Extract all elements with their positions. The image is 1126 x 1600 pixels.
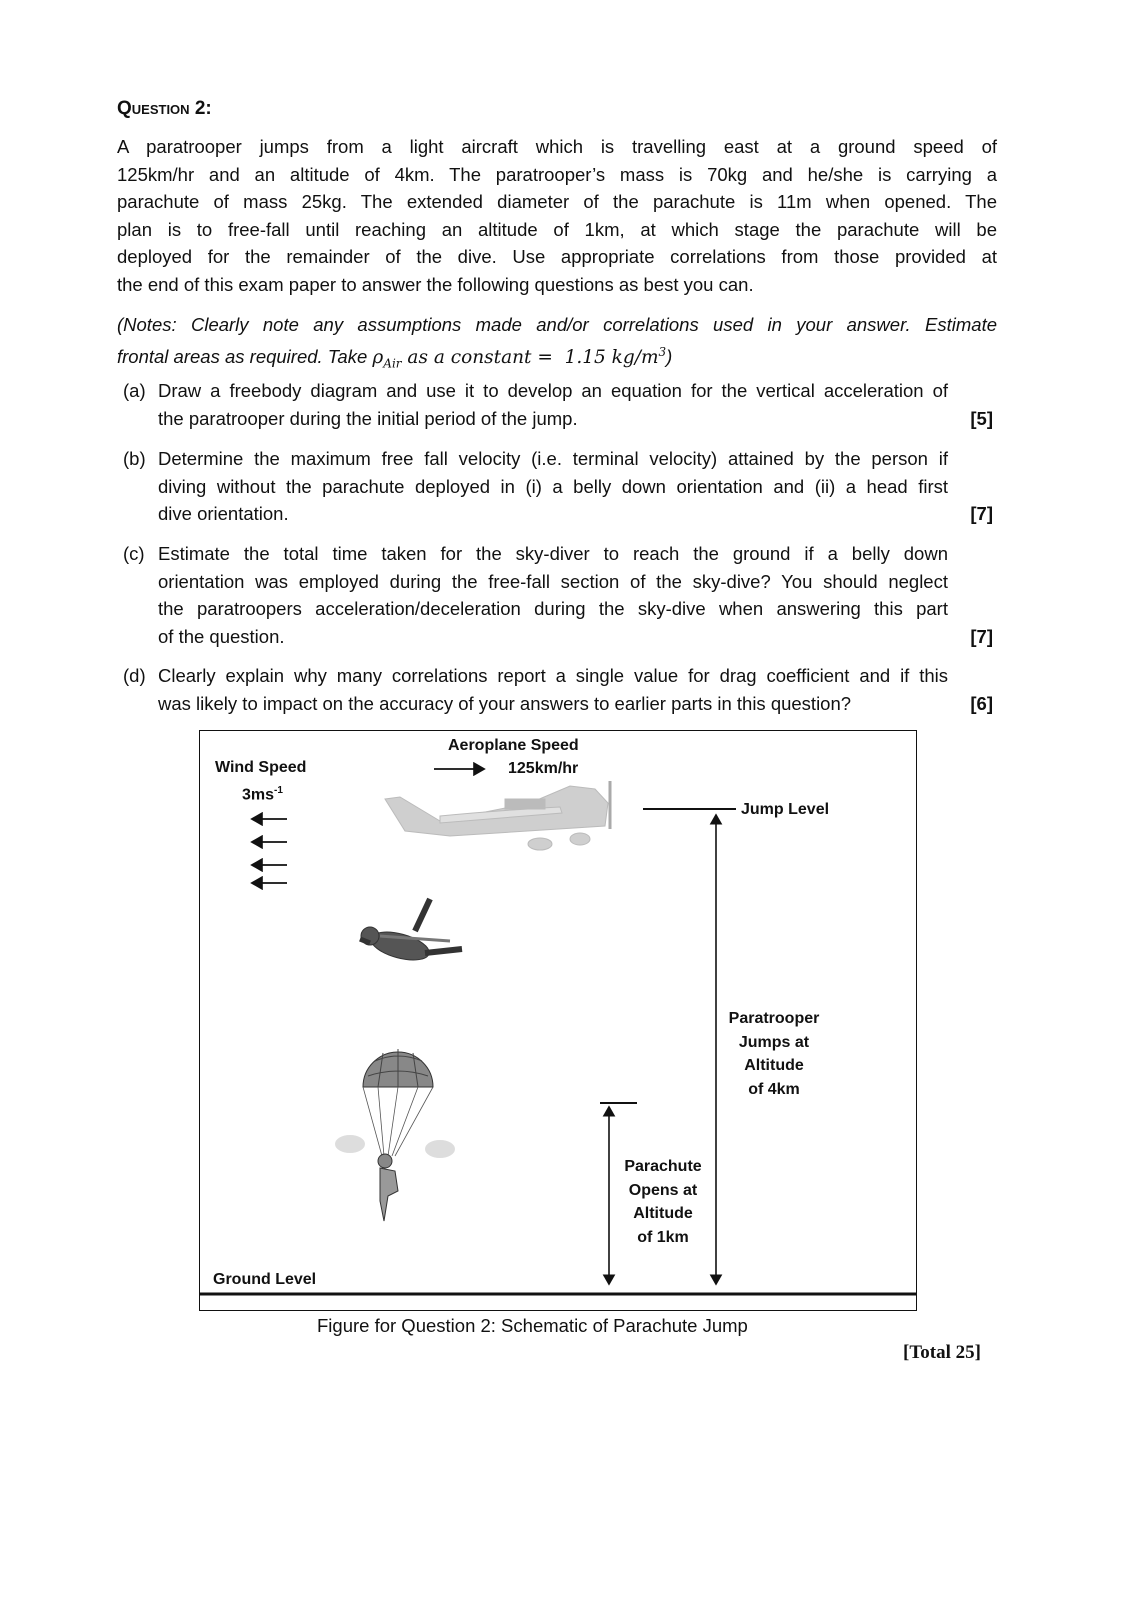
- aeroplane-icon: [385, 781, 610, 850]
- aeroplane-speed-label: Aeroplane Speed: [448, 737, 579, 754]
- part-c: [117, 540, 997, 650]
- part-line: Determine the maximum free fall velocity (i.e. terminal velocity) attained by the person if: [158, 448, 948, 469]
- parachutist-icon: [335, 1049, 455, 1221]
- part-line: was likely to impact on the accuracy of your answers to earlier parts in this question?: [158, 692, 852, 714]
- label-line: of 4km: [748, 1080, 800, 1098]
- notes-line: frontal areas as required. Take $\rho_{Air}$ as a constant = 1.15 $kg/m^3$): [117, 344, 673, 371]
- part-marks: [7]: [970, 625, 993, 647]
- part-line: dive orientation.: [158, 503, 289, 525]
- label-line: Paratrooper: [728, 1010, 820, 1027]
- parachute-altitude-label: [613, 1155, 713, 1249]
- label-line: Parachute: [624, 1158, 702, 1175]
- part-line: diving without the parachute deployed in (i) a belly down orientation and (ii) a head first: [158, 475, 948, 497]
- parachute-jump-figure: [199, 730, 917, 1311]
- part-text: [158, 662, 948, 717]
- part-line: Estimate the total time taken for the sky-diver to reach the ground if a belly down: [158, 543, 948, 564]
- notes-line: (Notes: Clearly note any assumptions made and/or correlations used in your answer. Estimate: [117, 314, 997, 335]
- label-line: of 1km: [637, 1228, 689, 1246]
- part-line: the paratroopers acceleration/deceleration during the sky-dive when answering this part: [158, 598, 948, 620]
- wind-speed-value: [242, 779, 283, 807]
- part-marks: [5]: [970, 407, 993, 429]
- text-line: plan is to free-fall until reaching an altitude of 1km, at which stage the parachute will be: [117, 218, 997, 240]
- part-label: (c): [123, 543, 145, 564]
- part-label: (b): [123, 448, 146, 469]
- part-line: the paratrooper during the initial period of the jump.: [158, 407, 578, 429]
- label-line: Altitude: [633, 1205, 693, 1222]
- part-text: [158, 445, 948, 528]
- part-a: [117, 377, 997, 432]
- text-line: parachute of mass 25kg. The extended diameter of the parachute is 11m when opened. The: [117, 191, 997, 213]
- question-heading: Question 2:: [117, 98, 212, 119]
- part-b: [117, 445, 997, 528]
- part-text: [158, 540, 948, 650]
- wind-speed-exponent: -1: [274, 785, 283, 796]
- part-text: [158, 377, 948, 432]
- intro-paragraph: [117, 133, 997, 299]
- label-line: Jumps at: [738, 1033, 810, 1051]
- wind-speed-number: 3ms: [242, 786, 275, 804]
- notes-paragraph: [117, 311, 997, 371]
- part-marks: [7]: [970, 503, 993, 525]
- label-line: Opens at: [628, 1181, 698, 1199]
- text-line: deployed for the remainder of the dive. Use appropriate correlations from those provided at: [117, 246, 997, 268]
- part-d: [117, 662, 997, 717]
- ground-level-label: Ground Level: [213, 1271, 317, 1288]
- text-line: A paratrooper jumps from a light aircraft which is travelling east at a ground speed of: [117, 136, 997, 157]
- part-marks: [6]: [970, 692, 993, 714]
- part-line: orientation was employed during the free-fall section of the sky-dive? You should neglect: [158, 570, 948, 592]
- wind-speed-label: Wind Speed: [215, 759, 307, 776]
- text-line: the end of this exam paper to answer the following questions as best you can.: [117, 273, 754, 295]
- aeroplane-speed-value: 125km/hr: [508, 760, 579, 777]
- part-label: (d): [123, 665, 146, 686]
- label-line: Altitude: [744, 1057, 804, 1074]
- part-line: Draw a freebody diagram and use it to develop an equation for the vertical acceleration of: [158, 380, 948, 401]
- jump-level-label: Jump Level: [741, 801, 830, 818]
- figure-caption: Figure for Question 2: Schematic of Parachute Jump: [317, 1315, 748, 1336]
- skydiver-icon: [360, 899, 462, 965]
- part-line: Clearly explain why many correlations report a single value for drag coefficient and if this: [158, 665, 948, 686]
- part-line: of the question.: [158, 625, 285, 647]
- jump-altitude-label: [722, 1007, 826, 1101]
- part-label: (a): [123, 380, 146, 401]
- total-marks: [Total 25]: [903, 1342, 981, 1363]
- text-line: 125km/hr and an altitude of 4km. The paratrooper’s mass is 70kg and he/she is carrying a: [117, 163, 997, 185]
- wind-arrows: [252, 819, 287, 883]
